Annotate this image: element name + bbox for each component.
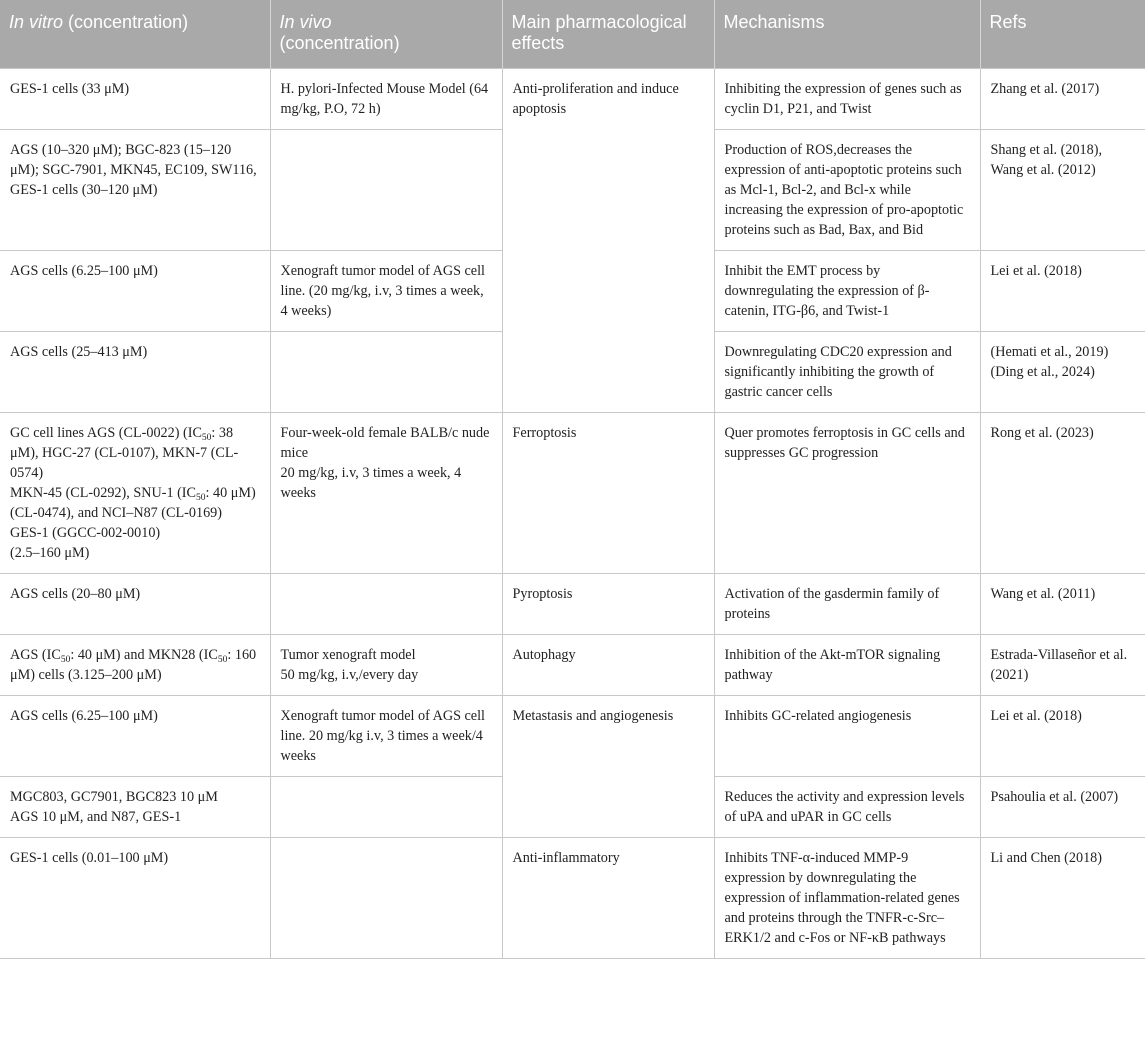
ic50-subscript: 50 xyxy=(217,655,228,665)
cell-mechanism: Inhibits GC-related angiogenesis xyxy=(714,696,980,777)
cell-refs: Rong et al. (2023) xyxy=(980,413,1145,574)
header-in-vitro-italic: In vitro xyxy=(9,12,64,32)
cell-mechanism: Downregulating CDC20 expression and significantly inhibiting the growth of gastric cancer cells xyxy=(714,332,980,413)
in-vivo-line: 20 mg/kg, i.v, 3 times a week, 4 weeks xyxy=(280,465,462,501)
in-vitro-text: AGS (IC xyxy=(10,647,61,663)
cell-in-vivo xyxy=(270,635,502,696)
cell-refs: Li and Chen (2018) xyxy=(980,838,1145,959)
ref-line: (Hemati et al., 2019) xyxy=(990,344,1109,360)
cell-in-vitro xyxy=(0,777,270,838)
cell-refs: Shang et al. (2018), Wang et al. (2012) xyxy=(980,130,1145,251)
table-header xyxy=(0,0,1145,69)
cell-mechanism: Inhibits TNF-α-induced MMP-9 expression by downregulating the expression of inflammation-related genes and proteins through the TNFR-c-Src–ERK1/2 and c-Fos or NF-κB pathways xyxy=(714,838,980,959)
in-vitro-text: : 38 μM), HGC-27 (CL-0107), MKN-7 (CL-0574) xyxy=(10,425,239,481)
cell-refs: Psahoulia et al. (2007) xyxy=(980,777,1145,838)
cell-in-vitro: GES-1 cells (0.01–100 μM) xyxy=(0,838,270,959)
in-vivo-line: 50 mg/kg, i.v,/every day xyxy=(280,667,419,683)
cell-mechanism: Inhibiting the expression of genes such as cyclin D1, P21, and Twist xyxy=(714,69,980,130)
header-refs: Refs xyxy=(980,0,1145,69)
in-vivo-line: Tumor xenograft model xyxy=(280,647,416,663)
table-row xyxy=(0,69,1145,130)
cell-in-vivo xyxy=(270,777,502,838)
cell-in-vitro: AGS cells (25–413 μM) xyxy=(0,332,270,413)
cell-in-vivo: Xenograft tumor model of AGS cell line. 20 mg/kg i.v, 3 times a week/4 weeks xyxy=(270,696,502,777)
cell-effect: Anti-inflammatory xyxy=(502,838,714,959)
table-row xyxy=(0,696,1145,777)
cell-effect: Metastasis and angiogenesis xyxy=(502,696,714,838)
cell-in-vivo xyxy=(270,413,502,574)
cell-mechanism: Quer promotes ferroptosis in GC cells and suppresses GC progression xyxy=(714,413,980,574)
ref-line: (Ding et al., 2024) xyxy=(990,364,1095,380)
cell-in-vivo xyxy=(270,574,502,635)
cell-in-vitro xyxy=(0,635,270,696)
cell-in-vitro: AGS (10–320 μM); BGC-823 (15–120 μM); SGC-7901, MKN45, EC109, SW116, GES-1 cells (30–120 μM) xyxy=(0,130,270,251)
table-row xyxy=(0,838,1145,959)
cell-refs: Wang et al. (2011) xyxy=(980,574,1145,635)
cell-refs: Zhang et al. (2017) xyxy=(980,69,1145,130)
cell-effect: Anti-proliferation and induce apoptosis xyxy=(502,69,714,413)
in-vitro-text: MKN-45 (CL-0292), SNU-1 (IC xyxy=(10,485,196,501)
table-row xyxy=(0,413,1145,574)
cell-in-vitro: AGS cells (6.25–100 μM) xyxy=(0,696,270,777)
ic50-subscript: 50 xyxy=(196,493,206,503)
cell-effect: Ferroptosis xyxy=(502,413,714,574)
header-main-effects: Main pharmacological effects xyxy=(502,0,714,69)
table-row xyxy=(0,635,1145,696)
in-vitro-text: : 160 μM) cells (3.125–200 μM) xyxy=(10,647,257,683)
header-row xyxy=(0,0,1145,69)
in-vitro-line: MGC803, GC7901, BGC823 10 μM xyxy=(10,789,218,805)
cell-in-vivo xyxy=(270,332,502,413)
in-vitro-text: (2.5–160 μM) xyxy=(10,545,90,561)
in-vitro-text: GC cell lines AGS (CL-0022) (IC xyxy=(10,425,202,441)
cell-mechanism: Production of ROS,decreases the expression of anti-apoptotic proteins such as Mcl-1, Bcl-2, and Bcl-x while increasing the expression of pro-apoptotic proteins such as Bad, Bax, and Bid xyxy=(714,130,980,251)
in-vitro-text: : 40 μM) (CL-0474), and NCI–N87 (CL-0169) xyxy=(10,485,256,521)
cell-refs xyxy=(980,332,1145,413)
ic50-subscript: 50 xyxy=(60,655,71,665)
cell-mechanism: Inhibition of the Akt-mTOR signaling pathway xyxy=(714,635,980,696)
ic50-subscript: 50 xyxy=(201,433,212,443)
cell-in-vivo: Xenograft tumor model of AGS cell line. (20 mg/kg, i.v, 3 times a week, 4 weeks) xyxy=(270,251,502,332)
cell-mechanism: Reduces the activity and expression levels of uPA and uPAR in GC cells xyxy=(714,777,980,838)
header-mechanisms: Mechanisms xyxy=(714,0,980,69)
cell-refs: Estrada-Villaseñor et al. (2021) xyxy=(980,635,1145,696)
cell-in-vitro: AGS cells (6.25–100 μM) xyxy=(0,251,270,332)
cell-effect: Pyroptosis xyxy=(502,574,714,635)
in-vitro-line: AGS 10 μM, and N87, GES-1 xyxy=(10,809,182,825)
cell-refs: Lei et al. (2018) xyxy=(980,696,1145,777)
cell-refs: Lei et al. (2018) xyxy=(980,251,1145,332)
cell-in-vivo xyxy=(270,130,502,251)
table-row xyxy=(0,574,1145,635)
in-vitro-text: GES-1 (GGCC-002-0010) xyxy=(10,525,161,541)
header-in-vitro xyxy=(0,0,270,69)
cell-in-vitro: AGS cells (20–80 μM) xyxy=(0,574,270,635)
header-in-vivo-rest: (concentration) xyxy=(279,33,400,53)
in-vitro-text: : 40 μM) and MKN28 (IC xyxy=(70,647,218,663)
cell-in-vitro: GES-1 cells (33 μM) xyxy=(0,69,270,130)
cell-in-vivo: H. pylori-Infected Mouse Model (64 mg/kg, P.O, 72 h) xyxy=(270,69,502,130)
cell-effect: Autophagy xyxy=(502,635,714,696)
cell-mechanism: Activation of the gasdermin family of proteins xyxy=(714,574,980,635)
header-in-vitro-rest: (concentration) xyxy=(63,12,189,32)
in-vivo-line: Four-week-old female BALB/c nude mice xyxy=(280,425,490,461)
cell-in-vitro xyxy=(0,413,270,574)
cell-in-vivo xyxy=(270,838,502,959)
header-in-vivo-italic: In vivo xyxy=(279,12,332,32)
header-in-vivo xyxy=(270,0,502,69)
cell-mechanism: Inhibit the EMT process by downregulating the expression of β-catenin, ITG-β6, and Twist-1 xyxy=(714,251,980,332)
